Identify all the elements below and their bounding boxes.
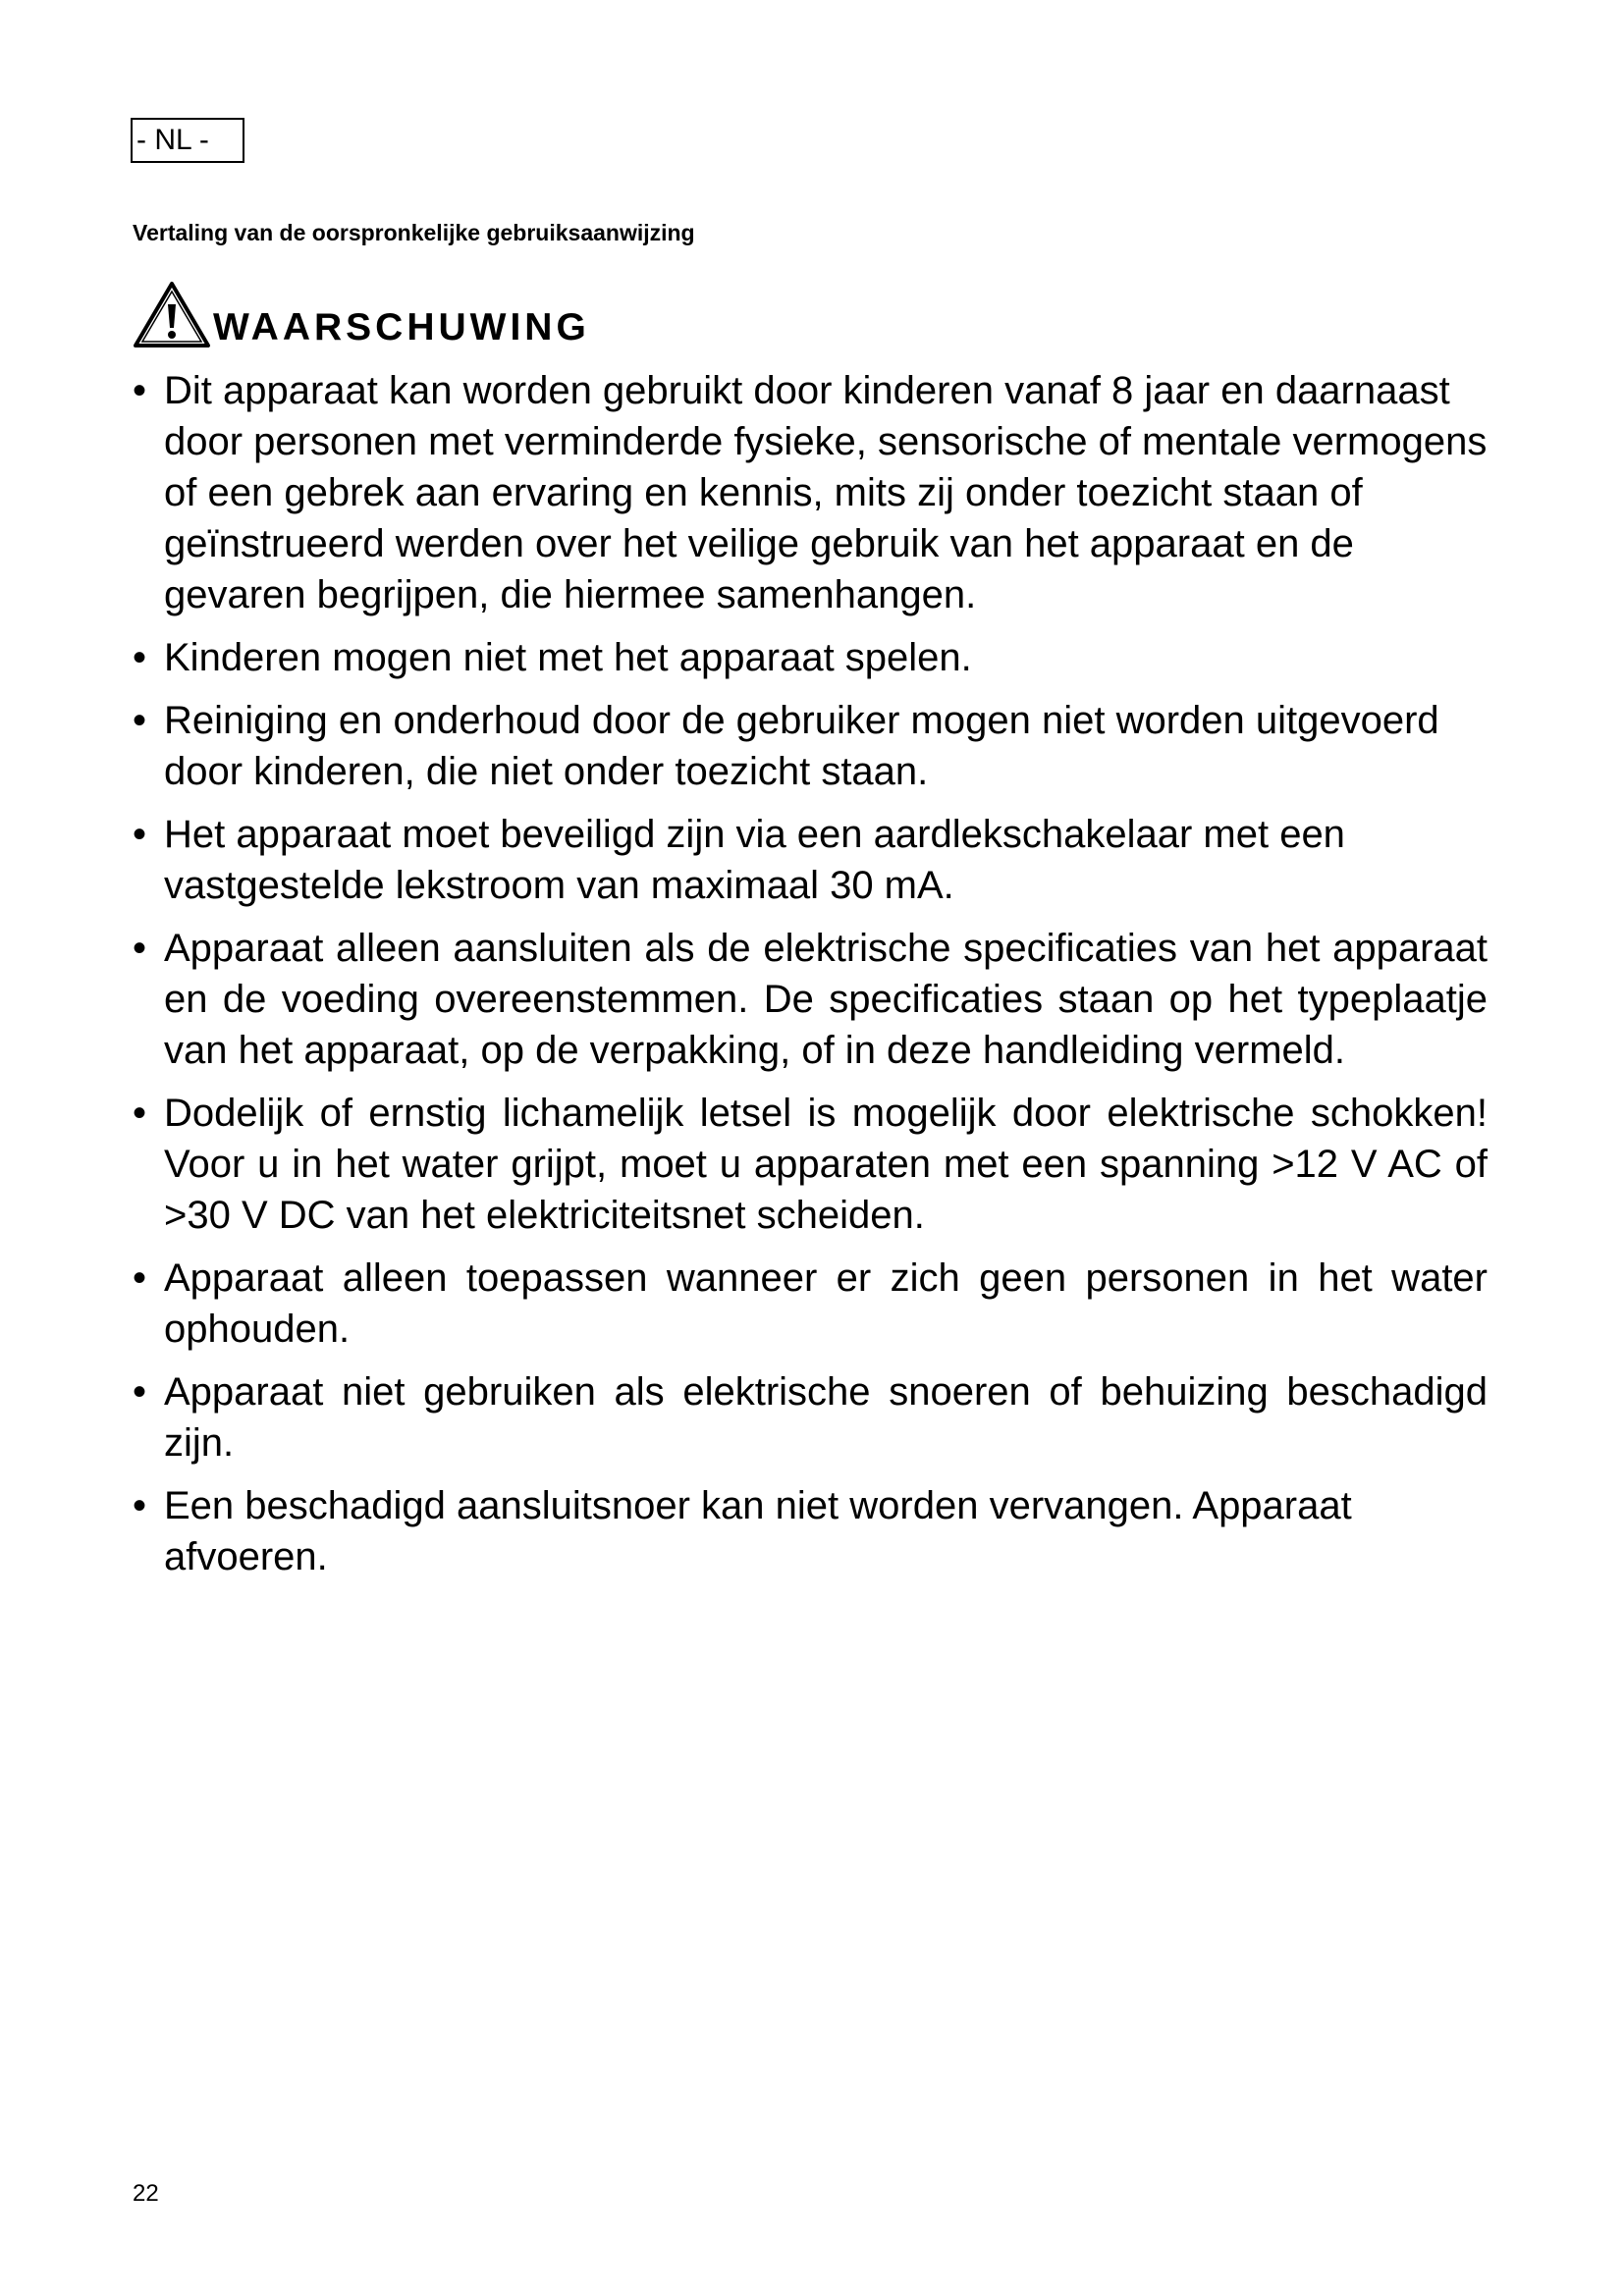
warning-item bbox=[133, 632, 1488, 683]
bullet: • bbox=[133, 636, 147, 679]
bullet: • bbox=[133, 1484, 147, 1527]
warning-heading bbox=[133, 273, 590, 351]
warning-item-text: Apparaat alleen toepassen wanneer er zich geen personen in het water ophouden. bbox=[164, 1256, 1488, 1351]
warning-triangle-icon bbox=[133, 281, 211, 351]
warning-item-text: Kinderen mogen niet met het apparaat spelen. bbox=[164, 636, 972, 679]
warning-item bbox=[133, 1253, 1488, 1355]
bullet: • bbox=[133, 1370, 147, 1414]
warning-item-text: Dodelijk of ernstig lichamelijk letsel is mogelijk door elektrische schokken! Voor u in het water grijpt, moet u apparaten met een spanning >12 V AC of >30 V DC van het elektriciteitsnet scheiden. bbox=[164, 1092, 1488, 1237]
warning-item bbox=[133, 923, 1488, 1076]
warning-item-text: Apparaat niet gebruiken als elektrische snoeren of behuizing beschadigd zijn. bbox=[164, 1370, 1488, 1465]
warning-item-text: Apparaat alleen aansluiten als de elektrische specificaties van het apparaat en de voeding overeenstemmen. De specificaties staan op het typeplaatje van het apparaat, op de verpakking, of in deze handleiding vermeld. bbox=[164, 927, 1488, 1072]
warning-item bbox=[133, 1480, 1488, 1582]
bullet: • bbox=[133, 1256, 147, 1300]
warning-item bbox=[133, 1088, 1488, 1241]
bullet: • bbox=[133, 813, 147, 856]
document-subtitle: Vertaling van de oorspronkelijke gebruiksaanwijzing bbox=[133, 220, 695, 245]
warning-item bbox=[133, 1366, 1488, 1468]
warning-item-text: Dit apparaat kan worden gebruikt door kinderen vanaf 8 jaar en daarnaast door personen met verminderde fysieke, sensorische of mentale vermogens of een gebrek aan ervaring en kennis, mits zij onder toezicht staan of geïnstrueerd werden over het veilige gebruik van het apparaat en de gevaren begrijpen, die hiermee samenhangen. bbox=[164, 369, 1488, 616]
warning-item-text: Reiniging en onderhoud door de gebruiker mogen niet worden uitgevoerd door kinderen, die niet onder toezicht staan. bbox=[164, 699, 1439, 793]
bullet: • bbox=[133, 369, 147, 412]
bullet: • bbox=[133, 699, 147, 742]
bullet: • bbox=[133, 927, 147, 970]
bullet: • bbox=[133, 1092, 147, 1135]
warning-title: WAARSCHUWING bbox=[213, 306, 590, 348]
page-number: 22 bbox=[133, 2180, 159, 2207]
warning-item bbox=[133, 809, 1488, 911]
warning-item-text: Een beschadigd aansluitsnoer kan niet worden vervangen. Apparaat afvoeren. bbox=[164, 1484, 1352, 1578]
warning-item-text: Het apparaat moet beveiligd zijn via een aardlekschakelaar met een vastgestelde lekstroom van maximaal 30 mA. bbox=[164, 813, 1345, 907]
warning-item bbox=[133, 365, 1488, 620]
warning-item bbox=[133, 695, 1488, 797]
language-tag: - NL - bbox=[131, 118, 244, 163]
warning-list bbox=[133, 365, 1488, 1594]
